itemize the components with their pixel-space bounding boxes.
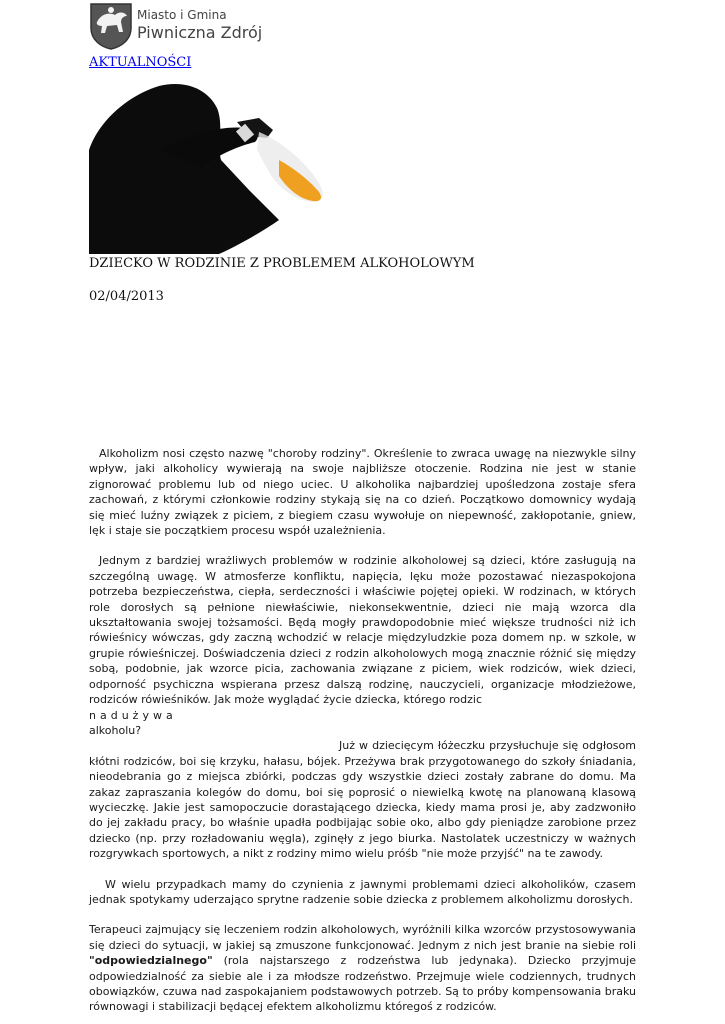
drinking-man-silhouette-image xyxy=(89,80,331,254)
paragraph-5-end: (rola najstarszego z rodzeństwa lub jedynaka). Dziecko przyjmuje odpowiedzialność za siebie ale i za młodsze rodzeństwo. Przejmuje wiele codziennych, trudnych obowiązków, czuwa nad zaspokajaniem podstawowych potrzeb. Są to próby kompensowania braku równowagi i stabilizacji będącej efektem alkoholizmu któregoś z rodziców. xyxy=(89,954,636,1014)
paragraph-2: Jednym z bardziej wrażliwych problemów w rodzinie alkoholowej są dzieci, które zasługują na szczególną uwagę. W atmosferze konfliktu, napięcia, lęku może pozostawać niezaspokojona potrzeba bezpieczeństwa, ciepła, serdeczności i właściwie pojętej opieki. W rodzinach, w których role dorosłych są pełnione niewłaściwie, niekonsekwentnie, dzieci nie mają wzorca dla ukształtowania swojej tożsamości. Będą mogły prawdopodobnie mieć większe trudności niż ich rówieśnicy wówczas, gdy zaczną wchodzić w relacje międzyludzkie poza domem np. w szkole, w grupie rówieśniczej. Doświadczenia dzieci z rodzin alkoholowych mogą znacznie różnić się między sobą, podobnie, jak wzorce picia, zachowania związane z piciem, wiek rodziców, wiek dzieci, odporność psychiczna wspierana przesz dalszą rodzinę, nauczycieli, organizacje młodzieżowe, rodziców rówieśników. Jak może wyglądać życie dziecka, którego rodzic xyxy=(89,554,636,707)
role-responsible-bold: "odpowiedzialnego" xyxy=(89,954,213,968)
article-photo xyxy=(89,80,331,254)
news-link[interactable]: AKTUALNOŚCI xyxy=(89,55,192,70)
paragraph-1: Alkoholizm nosi często nazwę "choroby rodziny". Określenie to zwraca uwagę na niezwykle silny wpływ, jaki alkoholicy wywierają na swoje najbliższe otoczenie. Rodzina nie jest w stanie zignorować problemu lub od niego uciec. U alkoholika najbardziej upośledzona zostaje sfera zachowań, z którymi członkowie rodziny stykają się na co dzień. Początkowo domownicy wydają się mieć luźny związek z piciem, z biegiem czasu wywołuje on niepewność, zakłopotanie, gniew, lęk i staje sie początkiem procesu współ uzależnienia. xyxy=(89,447,636,538)
logo-text-line1: Miasto i Gmina xyxy=(137,8,227,22)
paragraph-5 xyxy=(89,922,636,1014)
paragraph-2-tracked-word: nadużywa xyxy=(89,708,177,722)
paragraph-2-end: alkoholu? xyxy=(89,723,142,737)
article-body xyxy=(89,446,636,1015)
paragraph-5-start: Terapeuci zajmujący się leczeniem rodzin alkoholowych, wyróżnili kilka wzorców przystosowywania się dzieci do sytuacji, w jakiej są zmuszone funkcjonować. Jednym z nich jest branie na siebie roli xyxy=(89,923,636,952)
article-date: 02/04/2013 xyxy=(89,289,164,304)
article-title: DZIECKO W RODZINIE Z PROBLEMEM ALKOHOLOWYM xyxy=(89,256,475,271)
municipality-logo[interactable] xyxy=(89,2,264,52)
logo-text-line2: Piwniczna Zdrój xyxy=(137,23,263,42)
paragraph-4: W wielu przypadkach mamy do czynienia z jawnymi problemami dzieci alkoholików, czasem jednak spotykamy uderzająco sprytne radzenie sobie dziecka z problemem alkoholizmu dorosłych. xyxy=(89,877,636,906)
coat-of-arms-icon xyxy=(89,2,133,50)
paragraph-3: Już w dziecięcym łóżeczku przysłuchuje się odgłosom kłótni rodziców, boi się krzyku, hałasu, bójek. Przeżywa brak przygotowanego do szkoły śniadania, nieodebrania go z miejsca zbiórki, podczas gdy wszystkie dzieci zostały zabrane do domu. Ma zakaz zapraszania kolegów do domu, boi się poprosić o niewielką kwotę na planowaną klasową wycieczkę. Jakie jest samopoczucie dorastającego dziecka, kiedy mama prosi je, aby zadzwoniło do jej zakładu pracy, bo właśnie upadła podbijając sobie oko, albo gdy pieniądze zarobione przez dziecko (np. przy rozładowaniu węgla), zginęły z jego biurka. Nastolatek uczestniczy w ważnych rozgrywkach sportowych, a nikt z rodziny mimo wielu próśb "nie może przyjść" na te zawody. xyxy=(89,739,636,861)
